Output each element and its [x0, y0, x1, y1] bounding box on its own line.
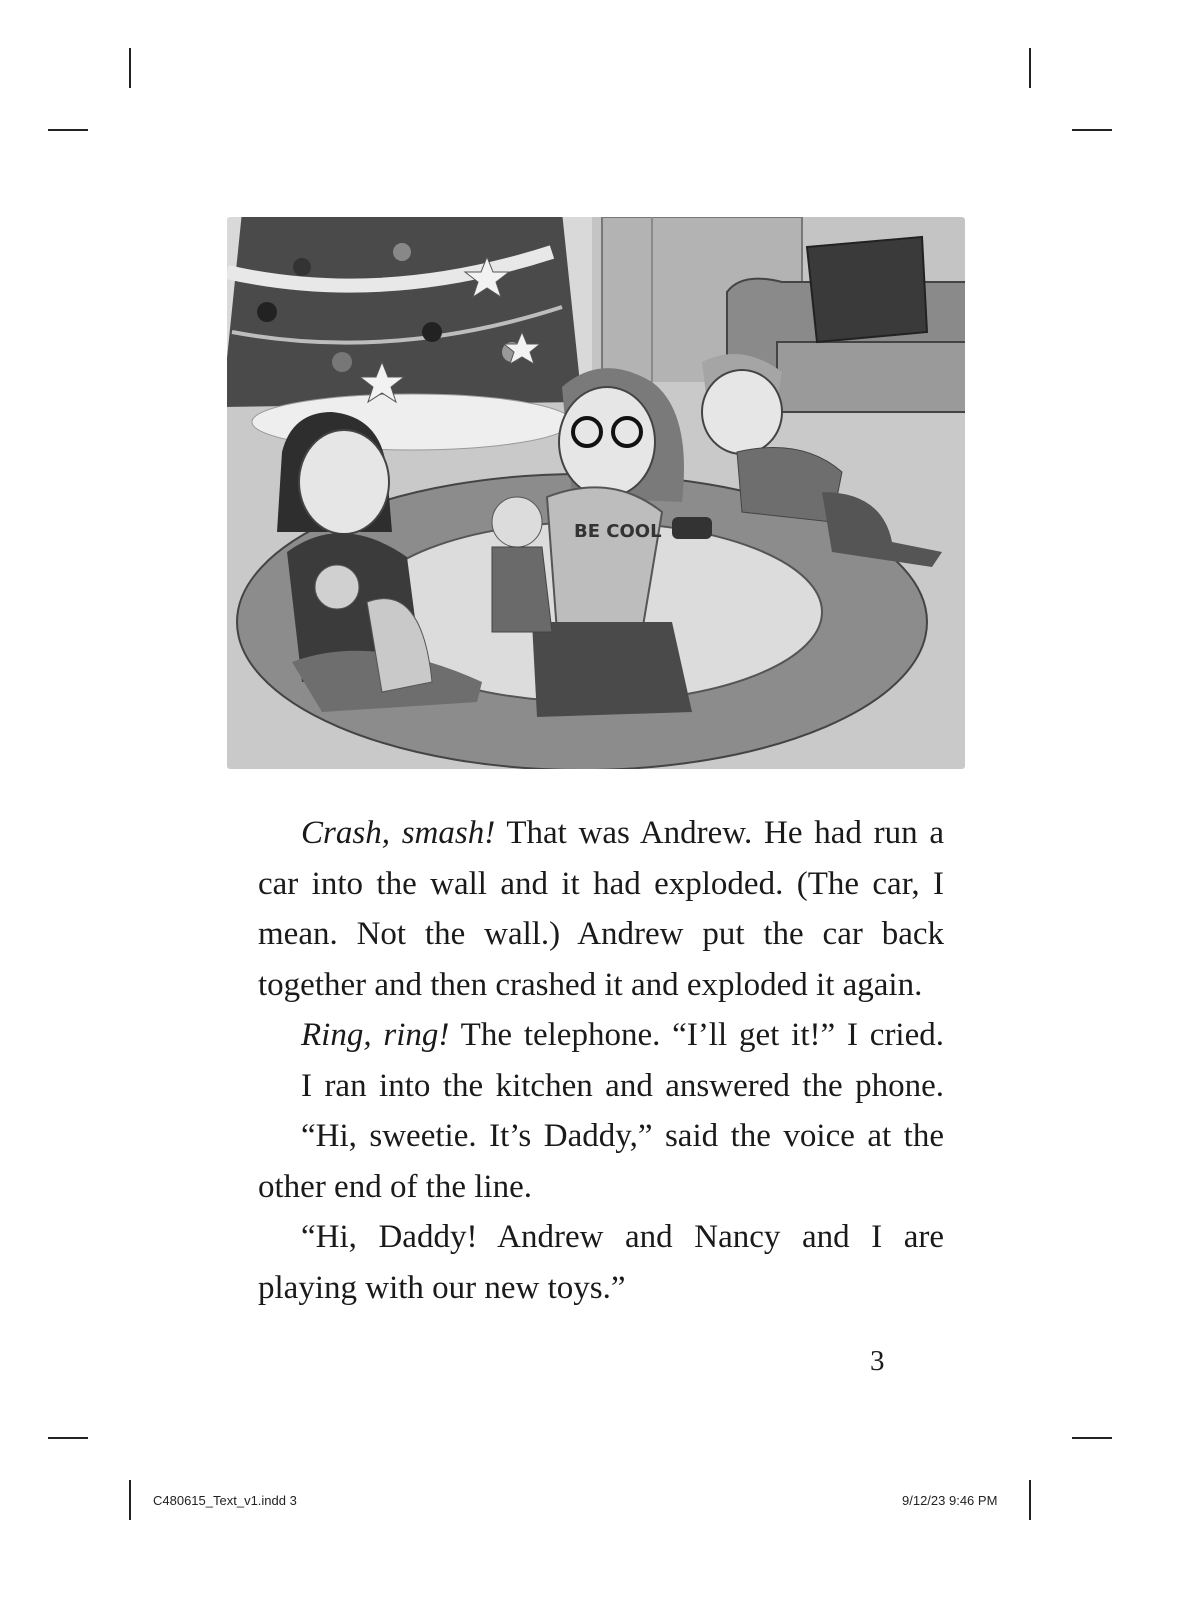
illustration-svg [222, 212, 970, 774]
crop-mark-bottom-left [129, 1480, 131, 1520]
paragraph-1 [258, 808, 944, 1010]
mom-sweater [547, 487, 662, 632]
paragraph-5: “Hi, Daddy! Andrew and Nancy and I are playing with our new toys.” [258, 1219, 944, 1306]
paragraph-2-italic: Ring, ring! [301, 1017, 450, 1053]
crop-mark-right-top [1072, 129, 1112, 131]
paragraph-4: “Hi, sweetie. It’s Daddy,” said the voice at the other end of the line. [258, 1118, 944, 1205]
crop-mark-bottom-right [1029, 1480, 1031, 1520]
page-number: 3 [870, 1345, 885, 1377]
crop-mark-top-left [129, 48, 131, 88]
crop-mark-right-bottom [1072, 1437, 1112, 1439]
girl-face [299, 430, 389, 534]
boy-face [702, 370, 782, 454]
crop-mark-top-right [1029, 48, 1031, 88]
paragraph-2-text: The telephone. “I’ll get it!” I cried. [449, 1017, 944, 1053]
baby-doll-left [315, 565, 359, 609]
slug-datetime: 9/12/23 9:46 PM [902, 1493, 998, 1508]
pillow [807, 237, 927, 342]
paragraph-1-text: That was Andrew. He had run a car into the wall and it had exploded. (The car, I mean. Not the wall.) Andrew put the car back together and then crashed it and exploded it again. [258, 815, 944, 1003]
body-text [258, 808, 944, 1313]
sweater-text: BE COOL [574, 521, 662, 542]
mom-legs [532, 622, 692, 717]
crop-mark-left-bottom [48, 1437, 88, 1439]
crop-mark-left-top [48, 129, 88, 131]
baby-doll-held [492, 497, 542, 547]
mom-face [559, 387, 655, 497]
slug-filename: C480615_Text_v1.indd 3 [153, 1493, 297, 1508]
illustration [222, 212, 970, 774]
paragraph-2 [258, 1010, 944, 1061]
paragraph-3: I ran into the kitchen and answered the phone. [301, 1067, 944, 1104]
paragraph-1-italic: Crash, smash! [301, 815, 496, 851]
toy-car [672, 517, 712, 539]
